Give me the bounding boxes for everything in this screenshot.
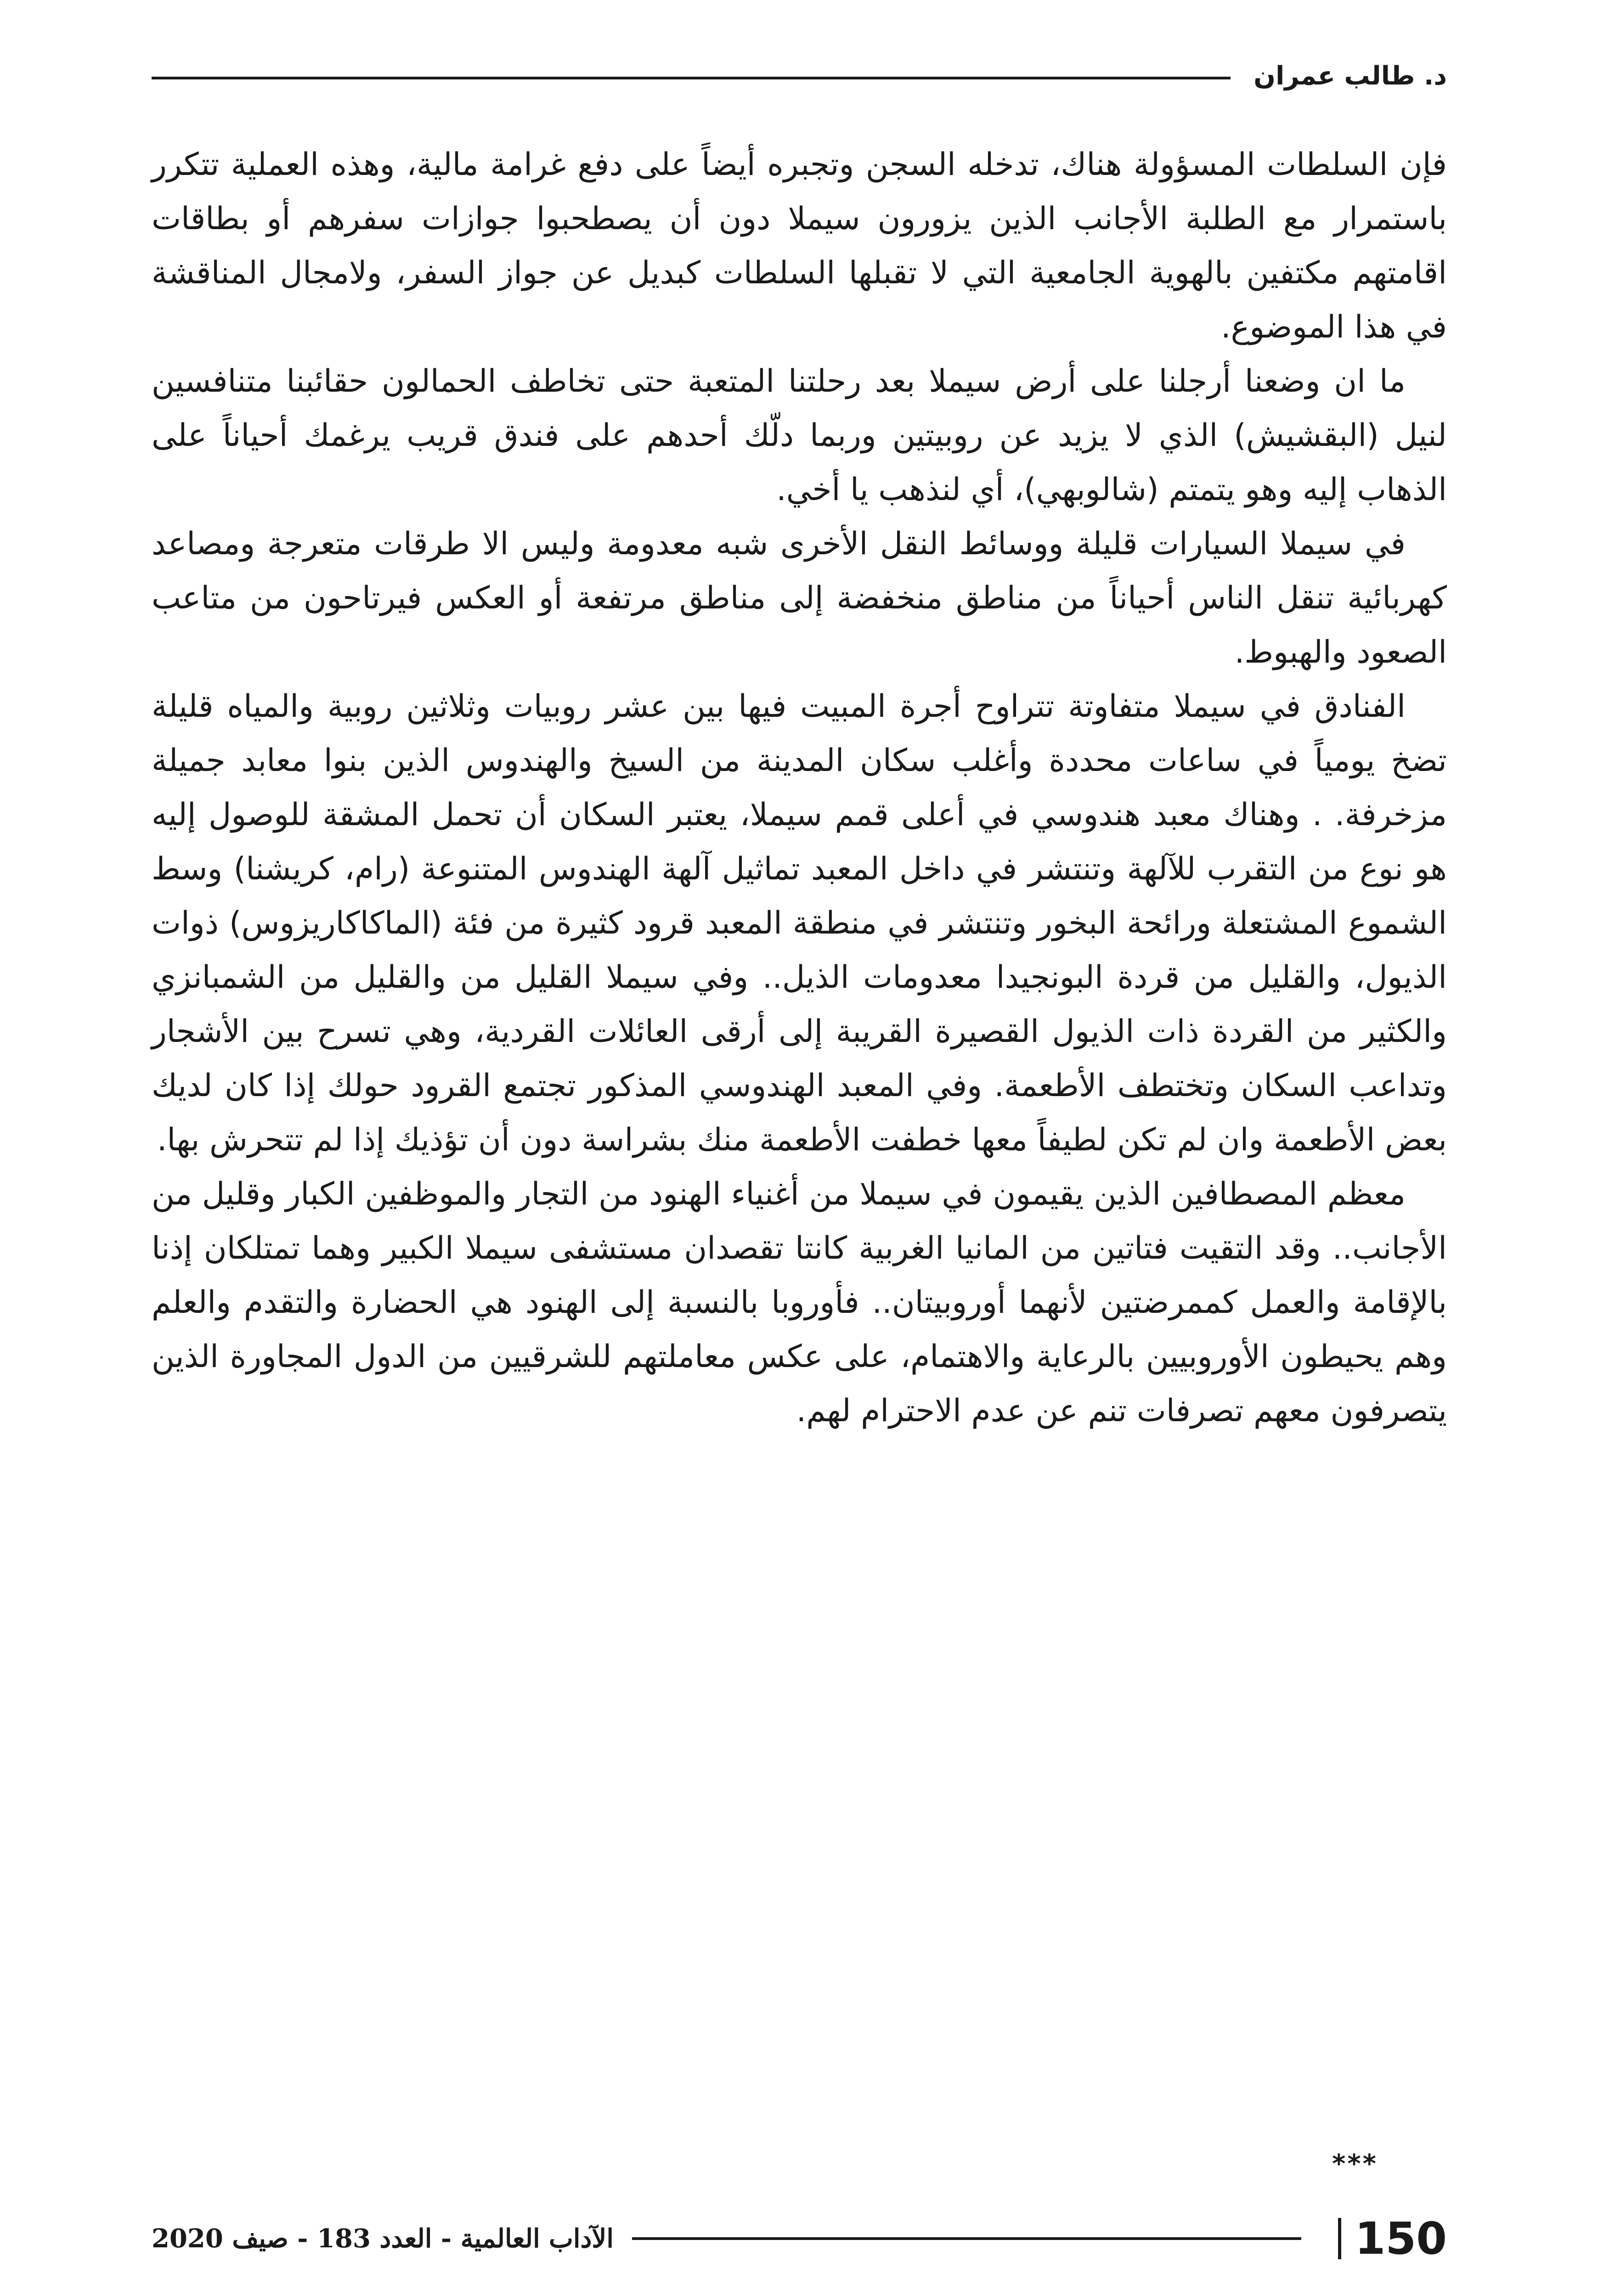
article-body (152, 138, 1447, 1438)
paragraph: معظم المصطافين الذين يقيمون في سيملا من أغنياء الهنود من التجار والموظفين الكبار وقليل من الأجانب.. وقد التقيت فتاتين من المانيا الغربية كانتا تقصدان مستشفى سيملا الكبير وهما تمتلكان إذنا بالإقامة والعمل كممرضتين لأنهما أوروبيتان.. فأوروبا بالنسبة إلى الهنود هي الحضارة والتقدم والعلم وهم يحيطون الأوروبيين بالرعاية والاهتمام، على عكس معاملتهم للشرقيين من الدول المجاورة الذين يتصرفون معهم تصرفات تنم عن عدم الاحترام لهم. (152, 1176, 1447, 1429)
page-number: 150 (1355, 2213, 1447, 2264)
page-footer (152, 2213, 1447, 2264)
author-name: د. طالب عمران (1254, 61, 1447, 91)
journal-issue: الآداب العالمية - العدد 183 - صيف 2020 (152, 2223, 614, 2254)
footer-rule (632, 2237, 1301, 2240)
header-rule (152, 77, 1231, 79)
running-header (152, 55, 1447, 96)
section-separator: *** (1332, 2149, 1378, 2179)
paragraph: فإن السلطات المسؤولة هناك، تدخله السجن وتجبره أيضاً على دفع غرامة مالية، وهذه العملية تتكرر باستمرار مع الطلبة الأجانب الذين يزورون سيملا دون أن يصطحبوا جوازات سفرهم أو بطاقات اقامتهم مكتفين بالهوية الجامعية التي لا تقبلها السلطات كبديل عن جواز السفر، ولامجال المناقشة في هذا الموضوع. (152, 146, 1447, 345)
paragraph: في سيملا السيارات قليلة ووسائط النقل الأخرى شبه معدومة وليس الا طرقات متعرجة ومصاعد كهربائية تنقل الناس أحياناً من مناطق منخفضة إلى مناطق مرتفعة أو العكس فيرتاحون من متاعب الصعود والهبوط. (152, 526, 1447, 670)
paragraph: ما ان وضعنا أرجلنا على أرض سيملا بعد رحلتنا المتعبة حتى تخاطف الحمالون حقائبنا متنافسين لنيل (البقشيش) الذي لا يزيد عن روبيتين وربما دلّك أحدهم على فندق قريب يرغمك أحياناً على الذهاب إليه وهو يتمتم (شالوبهي)، أي لنذهب يا أخي. (152, 363, 1447, 508)
paragraph: الفنادق في سيملا متفاوتة تتراوح أجرة المبيت فيها بين عشر روبيات وثلاثين روبية والمياه قليلة تضخ يومياً في ساعات محددة وأغلب سكان المدينة من السيخ والهندوس الذين بنوا معابد جميلة مزخرفة. . وهناك معبد هندوسي في أعلى قمم سيملا، يعتبر السكان أن تحمل المشقة للوصول إليه هو نوع من التقرب للآلهة وتنتشر في داخل المعبد تماثيل آلهة الهندوس المتنوعة (رام، كريشنا) وسط الشموع المشتعلة ورائحة البخور وتنتشر في منطقة المعبد قرود كثيرة من فئة (الماكاكاريزوس) ذوات الذيول، والقليل من قردة البونجيدا معدومات الذيل.. وفي سيملا القليل من والقليل من الشمبانزي والكثير من القردة ذات الذيول القصيرة القريبة إلى أرقى العائلات القردية، وهي تسرح بين الأشجار وتداعب السكان وتختطف الأطعمة. وفي المعبد الهندوسي المذكور تجتمع القرود حولك إذا كان لديك بعض الأطعمة وان لم تكن لطيفاً معها خطفت الأطعمة منك بشراسة دون أن تؤذيك إذا لم تتحرش بها. (152, 688, 1447, 1158)
page-number-bar (1338, 2218, 1341, 2259)
